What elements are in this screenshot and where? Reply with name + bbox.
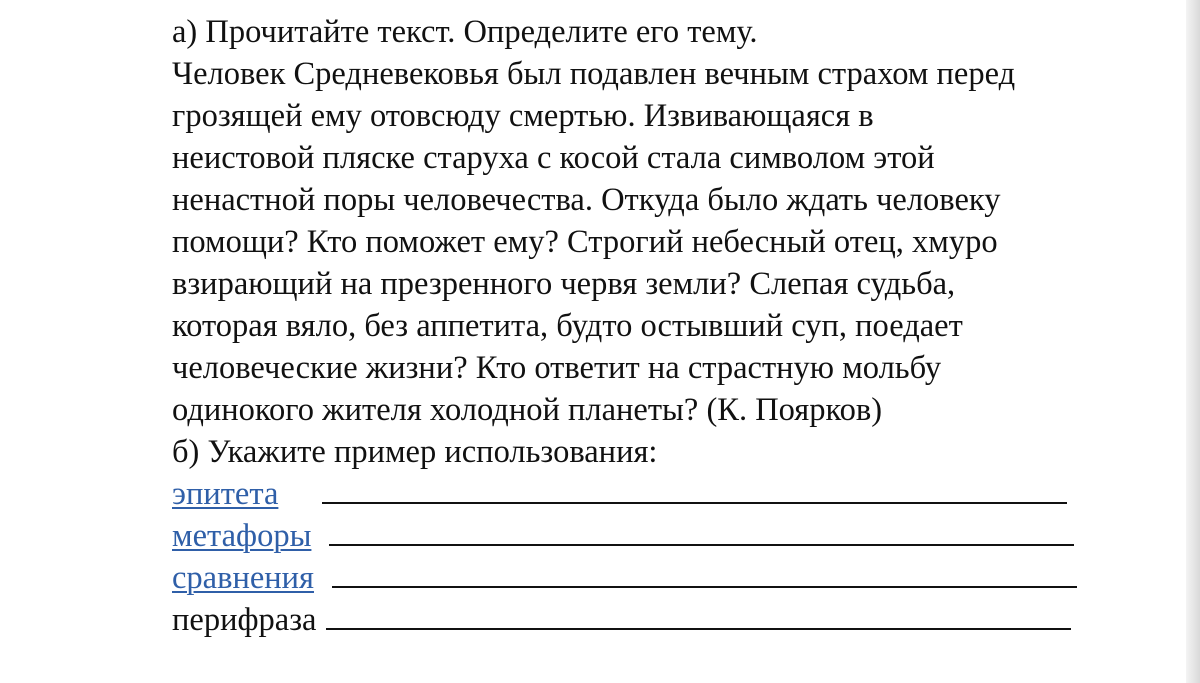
- text-line-3: неистовой пляске старуха с косой стала символом этой: [172, 140, 935, 176]
- text-line-8: человеческие жизни? Кто ответит на страстную мольбу: [172, 350, 942, 386]
- metaphor-link[interactable]: метафоры: [172, 518, 312, 554]
- quoted-text: [172, 53, 1132, 431]
- task-a-instruction: а) Прочитайте текст. Определите его тему.: [172, 14, 758, 50]
- answer-row-epithet: [172, 473, 1132, 515]
- text-line-9: одинокого жителя холодной планеты? (К. Поярков): [172, 392, 883, 428]
- epithet-link[interactable]: эпитета: [172, 476, 279, 512]
- text-line-5: помощи? Кто поможет ему? Строгий небесный отец, хмуро: [172, 224, 998, 260]
- comparison-link[interactable]: сравнения: [172, 560, 314, 596]
- page-edge-shadow: [1186, 0, 1200, 683]
- metaphor-answer-line[interactable]: [329, 520, 1074, 546]
- text-line-2: грозящей ему отовсюду смертью. Извивающаяся в: [172, 98, 874, 134]
- periphrasis-answer-line[interactable]: [326, 604, 1071, 630]
- comparison-answer-line[interactable]: [332, 562, 1077, 588]
- text-line-6: взирающий на презренного червя земли? Слепая судьба,: [172, 266, 956, 302]
- answer-row-comparison: [172, 557, 1132, 599]
- periphrasis-label: перифраза: [172, 602, 317, 638]
- answer-list: [172, 473, 1132, 641]
- task-b-instruction: б) Укажите пример использования:: [172, 434, 658, 470]
- answer-row-periphrasis: [172, 599, 1132, 641]
- text-line-1: Человек Средневековья был подавлен вечным страхом перед: [172, 56, 1016, 92]
- text-line-4: ненастной поры человечества. Откуда было ждать человеку: [172, 182, 1001, 218]
- document-body: [172, 11, 1132, 641]
- text-line-7: которая вяло, без аппетита, будто остывший суп, поедает: [172, 308, 963, 344]
- epithet-answer-line[interactable]: [322, 478, 1067, 504]
- answer-row-metaphor: [172, 515, 1132, 557]
